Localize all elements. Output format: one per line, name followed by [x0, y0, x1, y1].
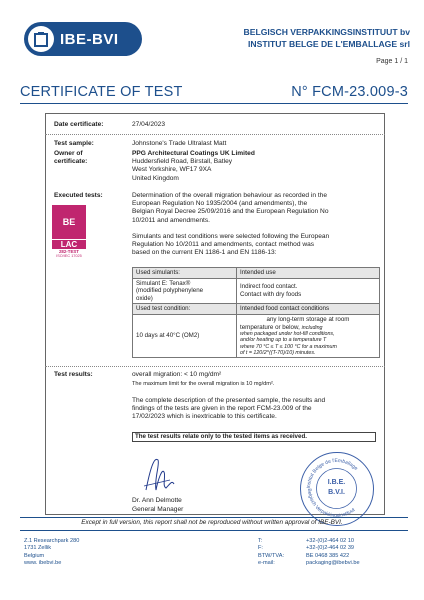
text-line: any long-term storage at room: [266, 315, 350, 323]
result-paragraph: [132, 397, 380, 422]
table-header: Used test condition:: [133, 304, 237, 315]
stamp-bottom-text: Belgisch Verpakkingsinstituut: [305, 488, 357, 520]
text-line: 1731 Zellik: [24, 545, 52, 552]
text-line: and/or heating up to a temperature T: [240, 337, 327, 344]
vat-number: BE 0468 385 422: [306, 552, 350, 559]
table-header: Intended food contact conditions: [237, 304, 380, 315]
text-line: The complete description of the presented sample, the results and: [132, 397, 326, 404]
owner-label-line: Owner of: [54, 150, 83, 157]
relate-note: The test results relate only to the tested items as received.: [132, 432, 376, 442]
owner-address: United Kingdom: [132, 174, 179, 182]
text-line: Determination of the overall migration behaviour as recorded in the: [132, 192, 327, 199]
text-line: Regulation No 10/2011 and amendments, contact method was: [132, 241, 315, 249]
owner-name: PPG Architectural Coatings UK Limited: [132, 150, 255, 157]
footer-divider: [20, 530, 408, 531]
date-label: Date certificate:: [54, 121, 104, 128]
text-line: Z.1 Researchpark 280: [24, 538, 80, 544]
belac-number: 282-TEST: [58, 249, 79, 254]
page-number: Page 1 / 1: [376, 58, 408, 65]
title-divider: [20, 103, 408, 104]
text-line: Simulant E: Tenax®: [136, 279, 191, 287]
belac-iso: ISO/IEC 17025: [56, 254, 82, 258]
text-span: including: [301, 324, 323, 331]
bin-icon: [28, 26, 54, 52]
stamp-center-2: B.V.I.: [328, 489, 345, 496]
text-line: of t = 120/2^((T-70)/10) minutes.: [240, 349, 316, 356]
result-limit: The maximum limit for the overall migration is 10 mg/dm².: [132, 381, 275, 387]
results-label: Test results:: [54, 371, 93, 378]
table-cell: [237, 314, 380, 357]
certificate-number: N° FCM-23.009-3: [291, 84, 408, 100]
footer-divider: [20, 517, 408, 518]
logo-text: IBE-BVI: [60, 30, 119, 48]
text-line: 17/02/2023 which is inextricable to this certificate.: [132, 413, 277, 421]
phone-number: +32-(0)2-464 02 10: [306, 538, 355, 544]
divider: [45, 134, 385, 135]
website-link[interactable]: www. ibebvi.be: [24, 560, 62, 567]
tests-label: Executed tests:: [54, 192, 103, 199]
fax-number: +32-(0)2-464 02 39: [306, 545, 355, 552]
text-line: BTW/TVA:: [258, 552, 284, 559]
footer-contact-values: [306, 538, 360, 568]
text-line: 10/2011 and amendments.: [132, 216, 210, 224]
table-cell: 10 days at 40°C (OM2): [133, 314, 237, 357]
ibe-bvi-stamp: [300, 452, 374, 526]
footer-contact-keys: [258, 538, 284, 568]
text-line: Indirect food contact.: [240, 283, 298, 291]
certificate-title: CERTIFICATE OF TEST: [20, 84, 183, 100]
owner-address: Huddersfield Road, Birstall, Batley: [132, 158, 233, 166]
belac-top: BE: [52, 205, 86, 239]
text-line: findings of the tests are given in the report FCM-23.009 of the: [132, 405, 312, 413]
text-line: oxide): [136, 294, 153, 302]
owner-address: West Yorkshire, WF17 9XA: [132, 166, 212, 174]
signature-image: [140, 450, 180, 498]
ibe-bvi-logo: [24, 22, 142, 56]
table-row: [133, 278, 380, 304]
belac-logo: [52, 205, 92, 265]
table-row: [133, 314, 380, 357]
table-header: Intended use: [237, 268, 380, 279]
text-line: e-mail:: [258, 560, 275, 567]
email-link[interactable]: packaging@ibebvi.be: [306, 560, 360, 567]
text-line: (modified polyphenylene: [136, 287, 204, 295]
stamp-center-1: I.B.E.: [327, 479, 346, 486]
text-line: Belgium: [24, 552, 45, 559]
divider: [45, 366, 385, 367]
text-line: Contact with dry foods: [240, 290, 302, 298]
institute-name-fr: INSTITUT BELGE DE L'EMBALLAGE srl: [248, 39, 410, 49]
result-value: overall migration: < 10 mg/dm²: [132, 371, 222, 378]
stamp-top-text: Institut Belge de l'Emballage: [305, 457, 359, 489]
owner-label: [54, 150, 87, 166]
text-line: where 70 °C ≤ T ≤ 100 °C for a maximum: [240, 343, 337, 350]
institute-name-nl: BELGISCH VERPAKKINGSINSTITUUT bv: [243, 27, 410, 37]
sample-label: Test sample:: [54, 140, 94, 147]
belac-bottom: LAC: [52, 240, 86, 249]
text-line: F:: [258, 545, 263, 552]
signatory-role: General Manager: [132, 506, 184, 513]
signatory-name: Dr. Ann Delmotte: [132, 497, 182, 504]
text-line: Simulants and test conditions were selected following the European: [132, 233, 330, 240]
table-cell: [237, 278, 380, 304]
text-span: temperature or below,: [240, 323, 300, 331]
table-row: [133, 268, 380, 279]
text-line: European Regulation No 1935/2004 (and amendments), the: [132, 200, 308, 208]
text-line: when packaged under hot-fill conditions,: [240, 331, 335, 338]
text-line: based on the current EN 1186-1 and EN 1186-13:: [132, 249, 277, 257]
text-line: T:: [258, 538, 263, 544]
table-cell: [133, 278, 237, 304]
text-line: Belgian Royal Decree 25/09/2016 and the European Regulation No: [132, 208, 329, 216]
table-header: Used simulants:: [133, 268, 237, 279]
footer-address: [24, 538, 79, 568]
text-line: [240, 324, 376, 332]
sample-value: Johnstone's Trade Ultralast Matt: [132, 140, 227, 147]
date-value: 27/04/2023: [132, 121, 166, 128]
reproduction-note: Except in full version, this report shall not be reproduced without written approval of IBE-BVI.: [81, 519, 343, 526]
tests-paragraph-1: [132, 192, 380, 225]
table-row: [133, 304, 380, 315]
owner-label-line: certificate:: [54, 158, 88, 166]
tests-paragraph-2: [132, 233, 380, 258]
simulant-table: [132, 267, 380, 358]
owner-block: [132, 150, 380, 183]
